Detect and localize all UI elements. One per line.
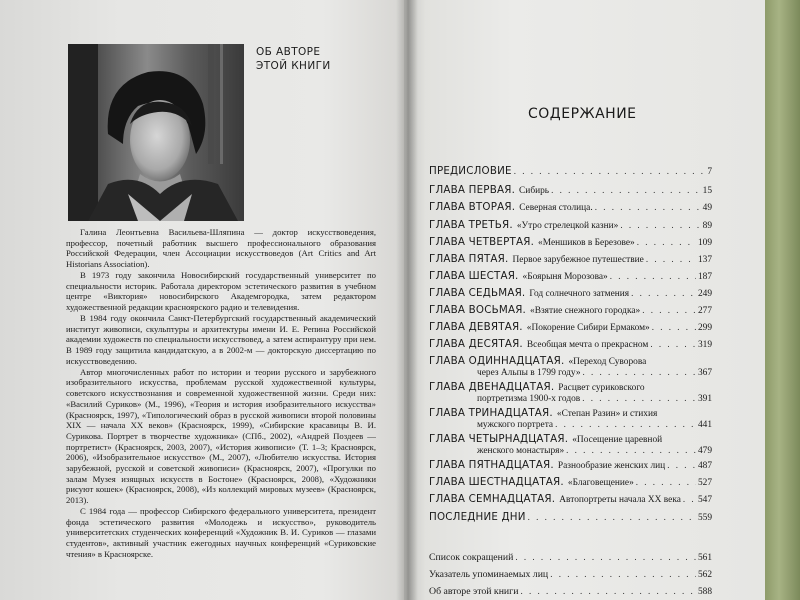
toc-leader-dots — [642, 305, 696, 315]
toc-leader-dots — [555, 419, 696, 429]
toc-leader-dots — [566, 445, 696, 455]
toc-chapter-subtitle: Расцвет суриковского — [558, 383, 645, 393]
toc-leader-dots — [620, 220, 700, 230]
toc-page-number: 547 — [697, 495, 712, 505]
toc-page-number: 277 — [697, 306, 712, 316]
toc-chapter-label: ПОСЛЕДНИЕ ДНИ — [429, 511, 526, 523]
toc-leader-dots — [650, 339, 696, 349]
toc-entry-line — [429, 219, 712, 231]
book-gutter — [396, 0, 418, 600]
toc-chapter-label: ГЛАВА ТРИНАДЦАТАЯ. — [429, 407, 553, 419]
toc-page-number: 7 — [707, 167, 712, 177]
toc-page-number: 299 — [697, 323, 712, 333]
toc-chapter-label: ГЛАВА ОДИННАДЦАТАЯ. — [429, 355, 565, 367]
toc-entry-line — [429, 569, 712, 580]
toc-chapter-label: ГЛАВА ВОСЬМАЯ. — [429, 304, 527, 316]
toc-chapter-label: ГЛАВА ПЯТАЯ. — [429, 253, 509, 265]
toc-chapter-subtitle: «Меншиков в Березове» — [538, 238, 635, 248]
toc-entry — [429, 407, 712, 430]
toc-entry — [429, 287, 712, 299]
toc-chapter-label: ГЛАВА СЕМНАДЦАТАЯ. — [429, 493, 556, 505]
toc-leader-dots — [582, 393, 696, 403]
toc-leader-dots — [636, 477, 696, 487]
toc-chapter-subtitle: Автопортреты начала XX века — [559, 495, 681, 505]
toc-entry-continuation — [477, 445, 712, 456]
toc-entry — [429, 219, 712, 231]
author-biography — [66, 227, 376, 560]
toc-leader-dots — [550, 569, 696, 579]
toc-chapter-subtitle: «Боярыня Морозова» — [522, 272, 608, 282]
toc-entry-continuation — [477, 393, 712, 404]
toc-entry-line — [429, 493, 712, 505]
toc-entry — [429, 569, 712, 580]
toc-page-number: 137 — [697, 255, 712, 265]
toc-entry-line — [429, 338, 712, 350]
toc-chapter-subtitle: «Посещение царевной — [572, 435, 663, 445]
toc-leader-dots — [637, 237, 696, 247]
toc-entry — [429, 201, 712, 213]
about-author-heading — [256, 45, 376, 73]
toc-leader-dots — [514, 166, 706, 176]
toc-entry-line — [429, 586, 712, 597]
toc-entry-line — [429, 236, 712, 248]
toc-entry — [429, 338, 712, 350]
toc-page-number: 487 — [697, 461, 712, 471]
toc-chapter-subtitle: Разнообразие женских лиц — [557, 461, 666, 471]
toc-page-number: 15 — [702, 186, 712, 196]
toc-leader-dots — [551, 185, 701, 195]
toc-chapter-label: ГЛАВА ЧЕТВЕРТАЯ. — [429, 236, 535, 248]
toc-entry — [429, 184, 712, 196]
toc-page-number: 89 — [702, 221, 712, 231]
toc-chapter-subtitle: Первое зарубежное путешествие — [512, 255, 644, 265]
toc-entry — [429, 270, 712, 282]
toc-entry — [429, 552, 712, 563]
toc-entry-line — [429, 184, 712, 196]
toc-entry-line — [429, 552, 712, 563]
right-page — [404, 0, 765, 600]
toc-subtitle-continued: женского монастыря» — [477, 446, 565, 456]
toc-page-number: 561 — [697, 553, 712, 563]
toc-chapter-subtitle: «Благовещение» — [567, 478, 634, 488]
toc-entry-line — [429, 304, 712, 316]
toc-entry — [429, 321, 712, 333]
toc-page-number: 249 — [697, 289, 712, 299]
toc-entry-line — [429, 270, 712, 282]
toc-leader-dots — [583, 367, 696, 377]
toc-entry — [429, 511, 712, 523]
toc-subtitle-continued: портретизма 1900-х годов — [477, 394, 581, 404]
bio-paragraph: Галина Леонтьевна Васильева-Шляпина — доктор искусствоведения, профессор, почетный работник высшего профессионального образования Российской Федерации, член Ассоциации искусствоведов (Art Critics and Art Historians Association). — [66, 227, 376, 270]
toc-subtitle-continued: через Альпы в 1799 году» — [477, 368, 581, 378]
toc-entry — [429, 355, 712, 378]
toc-chapter-label: ГЛАВА ПЕРВАЯ. — [429, 184, 516, 196]
toc-entry — [429, 433, 712, 456]
toc-page-number: 319 — [697, 340, 712, 350]
toc-entry — [429, 304, 712, 316]
toc-chapter-subtitle: Северная столица. — [519, 203, 593, 213]
toc-leader-dots — [595, 202, 701, 212]
toc-page-number: 527 — [697, 478, 712, 488]
toc-entry-line — [429, 321, 712, 333]
toc-chapter-label: ПРЕДИСЛОВИЕ — [429, 165, 512, 177]
toc-chapter-label: ГЛАВА ПЯТНАДЦАТАЯ. — [429, 459, 554, 471]
toc-leader-dots — [610, 271, 696, 281]
toc-entry-line — [429, 433, 712, 445]
toc-leader-dots — [520, 586, 695, 596]
author-photo — [68, 44, 244, 221]
contents-heading: СОДЕРЖАНИЕ — [528, 106, 637, 122]
toc-page-number: 49 — [702, 203, 712, 213]
toc-subtitle-continued: мужского портрета — [477, 420, 554, 430]
toc-entry-line — [429, 381, 712, 393]
toc-entry-line — [429, 476, 712, 488]
toc-page-number: 109 — [697, 238, 712, 248]
table-surface — [765, 0, 800, 600]
toc-chapter-subtitle: Сибирь — [519, 186, 550, 196]
toc-entry — [429, 476, 712, 488]
toc-chapter-subtitle: «Взятие снежного городка» — [530, 306, 641, 316]
toc-chapter-label: Об авторе этой книги — [429, 586, 519, 597]
toc-chapter-label: ГЛАВА ШЕСТНАДЦАТАЯ. — [429, 476, 564, 488]
toc-leader-dots — [652, 322, 696, 332]
bio-paragraph: Автор многочисленных работ по истории и теории русского и зарубежного изобразительного искусства, проблемам русской художественной культуры, советского искусствознания и современной художественной жизни. Среди них: «Василий Суриков» (М., 1996), «Теория и история изобразительного искусства» (Красноярск, 1997), «Типологический образ в русской живописи второй половины XIX — начала XX веков» (Красноярск, 1999), «Сибирские красавицы В. И. Сурикова. Портрет в творчестве художника» (СПб., 2002), «Андрей Поздеев — портретист» (Красноярск, 2003, 2007), «История живописи» (Т. 1–3; Красноярск, 2006), «Изобразительное искусство» (М., 2007), «Любителю искусства. История зарубежной, русской и советской живописи» (Красноярск, 2007), «Прогулки по залам Музея изящных искусств в Бостоне» (Красноярск, 2008), «Художники рисуют кошек» (Красноярск, 2008), «Из коллекций мировых музеев» (Красноярск, 2013). — [66, 366, 376, 506]
toc-entry-line — [429, 253, 712, 265]
toc-chapter-subtitle: «Утро стрелецкой казни» — [516, 221, 619, 231]
toc-chapter-subtitle: Всеобщая мечта о прекрасном — [526, 340, 649, 350]
toc-chapter-label: Указатель упоминаемых лиц — [429, 569, 549, 580]
toc-chapter-subtitle: «Переход Суворова — [568, 357, 647, 367]
toc-chapter-subtitle: «Покорение Сибири Ермаком» — [526, 323, 650, 333]
toc-chapter-subtitle: Год солнечного затмения — [529, 289, 630, 299]
bio-paragraph: В 1973 году закончила Новосибирский государственный университет по специальности историк. Работала директором эстетического развития в учебном центре «Виктория» новосибирского Академгородка, затем редактором художественной редакции красноярского радио и телевидения. — [66, 270, 376, 313]
toc-chapter-subtitle: «Степан Разин» и стихия — [556, 409, 658, 419]
toc-leader-dots — [528, 512, 696, 522]
toc-chapter-label: ГЛАВА ВТОРАЯ. — [429, 201, 516, 213]
toc-entry-line — [429, 459, 712, 471]
toc-chapter-label: ГЛАВА ЧЕТЫРНАДЦАТАЯ. — [429, 433, 569, 445]
toc-chapter-label: ГЛАВА ДВЕНАДЦАТАЯ. — [429, 381, 555, 393]
toc-leader-dots — [667, 460, 696, 470]
toc-entry — [429, 253, 712, 265]
toc-entry-line — [429, 287, 712, 299]
toc-chapter-label: ГЛАВА ДЕВЯТАЯ. — [429, 321, 523, 333]
toc-entry — [429, 459, 712, 471]
toc-page-number: 562 — [697, 570, 712, 580]
toc-page-number: 367 — [697, 368, 712, 378]
toc-chapter-label: ГЛАВА ШЕСТАЯ. — [429, 270, 519, 282]
toc-entry-continuation — [477, 419, 712, 430]
toc-leader-dots — [631, 288, 696, 298]
toc-chapter-label: ГЛАВА ДЕСЯТАЯ. — [429, 338, 523, 350]
toc-entry-line — [429, 511, 712, 523]
toc-leader-dots — [646, 254, 696, 264]
toc-entry — [429, 165, 712, 177]
toc-entry-line — [429, 201, 712, 213]
toc-chapter-label: ГЛАВА СЕДЬМАЯ. — [429, 287, 526, 299]
toc-entry — [429, 236, 712, 248]
toc-page-number: 441 — [697, 420, 712, 430]
toc-leader-dots — [515, 552, 696, 562]
toc-page-number: 588 — [697, 587, 712, 597]
toc-entry — [429, 586, 712, 597]
bio-paragraph: С 1984 года — профессор Сибирского федерального университета, президент фонда эстетического развития «Молодежь и искусство», руководитель университетских студенческих конференций «Художник В. И. Суриков — глазами студентов», активный участник ежегодных научных конференций «Суриковские чтения» в Красноярске. — [66, 506, 376, 559]
about-title-line: ОБ АВТОРЕ — [256, 46, 321, 58]
author-portrait-image — [68, 44, 244, 221]
toc-chapter-label: ГЛАВА ТРЕТЬЯ. — [429, 219, 513, 231]
toc-page-number: 479 — [697, 446, 712, 456]
bio-paragraph: В 1984 году окончила Санкт-Петербургский государственный академический институт живописи, скульптуры и архитектуры имени И. Е. Репина Российской академии художеств по специальности искусствовед, а затем аспирантуру при нем. В 1989 году защитила кандидатскую, а в 2002-м — докторскую диссертацию по искусствоведению. — [66, 313, 376, 366]
toc-entry-line — [429, 407, 712, 419]
toc-entry — [429, 493, 712, 505]
toc-page-number: 559 — [697, 513, 712, 523]
toc-page-number: 391 — [697, 394, 712, 404]
toc-entry — [429, 381, 712, 404]
toc-page-number: 187 — [697, 272, 712, 282]
toc-entry-line — [429, 165, 712, 177]
about-title-line: ЭТОЙ КНИГИ — [256, 60, 331, 72]
toc-leader-dots — [683, 494, 696, 504]
toc-entry-continuation — [477, 367, 712, 378]
toc-chapter-label: Список сокращений — [429, 552, 514, 563]
toc-entry-line — [429, 355, 712, 367]
